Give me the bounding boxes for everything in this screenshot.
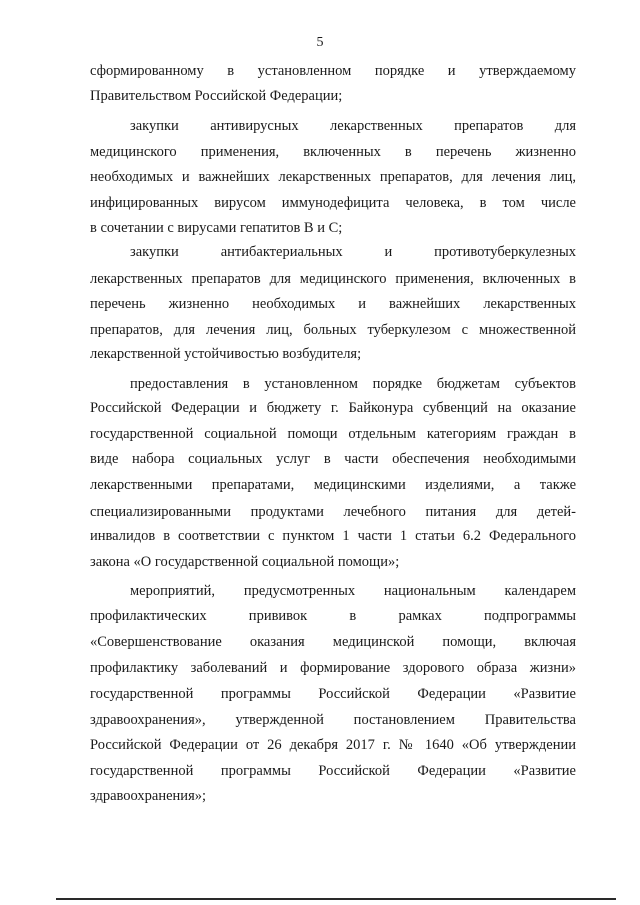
text-line: перечень жизненно необходимых и важнейших лекарственных	[90, 296, 576, 312]
text-line: в сочетании с вирусами гепатитов B и C;	[90, 220, 343, 236]
text-line: «Совершенствование оказания медицинской помощи, включая	[90, 634, 576, 650]
page-number: 5	[316, 35, 324, 50]
text-line: государственной социальной помощи отдельным категориям граждан в	[90, 426, 576, 442]
text-line: государственной программы Российской Федерации «Развитие	[90, 763, 576, 779]
text-line: инфицированных вирусом иммунодефицита человека, в том числе	[90, 195, 576, 211]
text-line: предоставления в установленном порядке бюджетам субъектов	[130, 376, 576, 392]
text-line: медицинского применения, включенных в перечень жизненно	[90, 144, 576, 160]
text-line: Российской Федерации от 26 декабря 2017 г. № 1640 «Об утверждении	[90, 737, 576, 753]
text-line: мероприятий, предусмотренных национальным календарем	[130, 583, 576, 599]
text-line: виде набора социальных услуг в части обеспечения необходимыми	[90, 451, 576, 467]
text-line: государственной программы Российской Федерации «Развитие	[90, 686, 576, 702]
text-line: инвалидов в соответствии с пунктом 1 части 1 статьи 6.2 Федерального	[90, 528, 576, 544]
text-line: лекарственной устойчивостью возбудителя;	[90, 346, 362, 362]
text-line: здравоохранения»;	[90, 788, 207, 804]
bottom-divider	[56, 898, 616, 900]
text-line: Российской Федерации и бюджету г. Байконура субвенций на оказание	[90, 400, 576, 416]
text-line: закона «О государственной социальной помощи»;	[90, 554, 400, 570]
text-line: профилактику заболеваний и формирование здорового образа жизни»	[90, 660, 576, 676]
text-line: необходимых и важнейших лекарственных препаратов, для лечения лиц,	[90, 169, 576, 185]
text-line: лекарственных препаратов для медицинского применения, включенных в	[90, 271, 576, 287]
text-line: профилактических прививок в рамках подпрограммы	[90, 608, 576, 624]
text-line: препаратов, для лечения лиц, больных туберкулезом с множественной	[90, 322, 576, 338]
text-line: здравоохранения», утвержденной постановлением Правительства	[90, 712, 576, 728]
text-line: лекарственными препаратами, медицинскими изделиями, а также	[90, 477, 576, 493]
text-line: Правительством Российской Федерации;	[90, 88, 343, 104]
text-line: сформированному в установленном порядке и утверждаемому	[90, 63, 576, 79]
text-line: закупки антивирусных лекарственных препаратов для	[130, 118, 576, 134]
text-line: специализированными продуктами лечебного питания для детей-	[90, 504, 576, 520]
text-line: закупки антибактериальных и противотуберкулезных	[130, 244, 576, 260]
